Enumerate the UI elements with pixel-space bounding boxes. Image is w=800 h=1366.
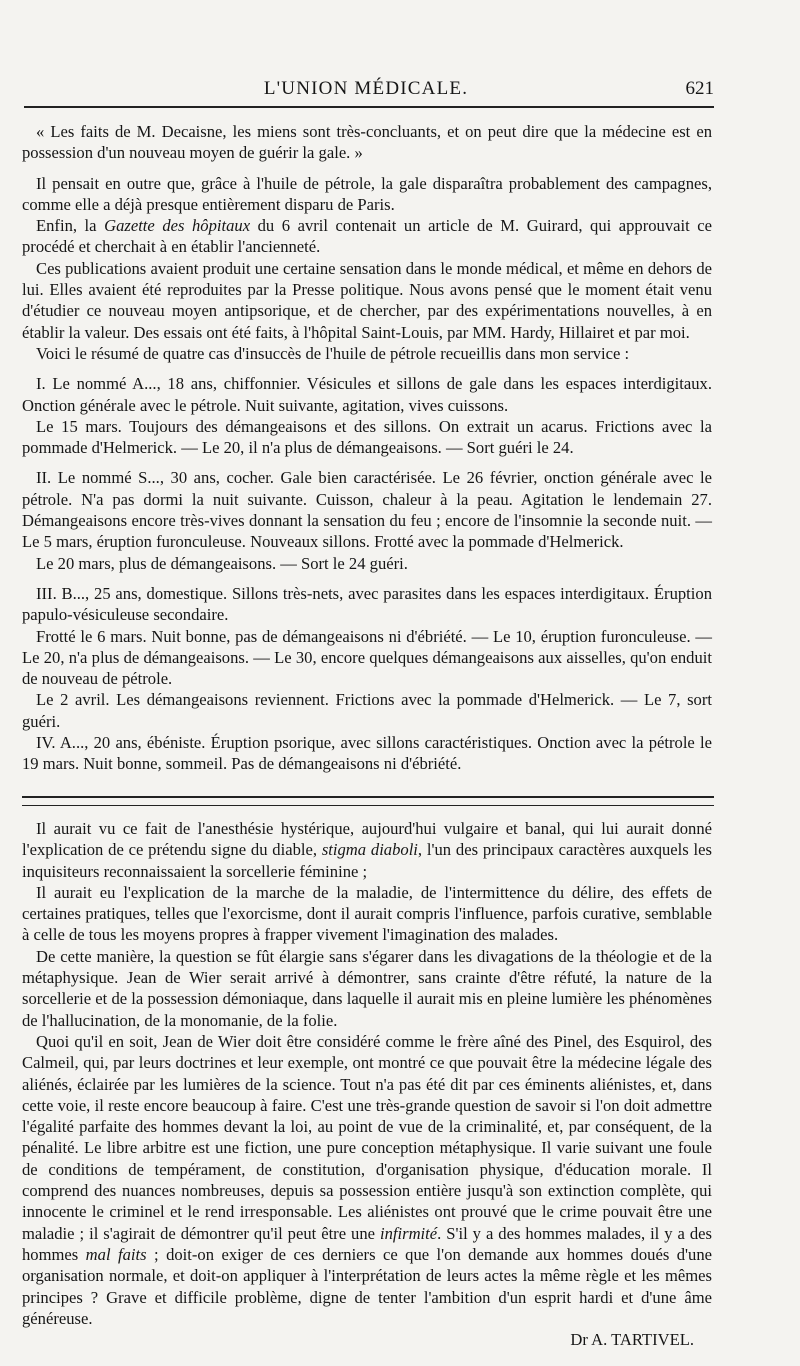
- header-rule: [24, 106, 714, 108]
- page-number: 621: [685, 78, 714, 99]
- paragraph: Ces publications avaient produit une certaine sensation dans le monde médical, et même en dehors de lui. Elles avaient été reproduites par la Presse politique. Nous avons pensé que le moment était venu d'étudier ce nouveau moyen antipsorique, et de chercher, par des expérimentations nouvelles, à en établir la valeur. Des essais ont été faits, à l'hôpital Saint-Louis, par MM. Hardy, Hillairet et par moi.: [22, 258, 712, 342]
- section-separator: [22, 796, 714, 806]
- journal-citation: Gazette des hôpitaux: [104, 216, 251, 236]
- author-signature: Dr A. TARTIVEL.: [570, 1330, 694, 1350]
- upper-section: [22, 121, 712, 775]
- case-paragraph: IV. A..., 20 ans, ébéniste. Éruption psorique, avec sillons caractéristiques. Onction avec la pétrole le 19 mars. Nuit bonne, sommeil. Pas de démangeaisons ni d'ébriété.: [22, 733, 712, 774]
- case-paragraph: II. Le nommé S..., 30 ans, cocher. Gale bien caractérisée. Le 26 février, onction générale avec le pétrole. N'a pas dormi la nuit suivante. Cuisson, chaleur à la peau. Agitation le lendemain 27. Démangeaisons encore très-vives donnant la sensation du feu ; encore de l'insomnie la seconde nuit. — Le 5 mars, éruption furonculeuse. Nouveaux sillons. Frotté avec la pommade d'Helmerick.: [22, 468, 712, 552]
- case-paragraph: Le 2 avril. Les démangeaisons reviennent. Frictions avec la pommade d'Helmerick. — Le 7, sort guéri.: [22, 690, 712, 731]
- signature-line: [22, 1329, 712, 1350]
- latin-term: stigma diaboli: [321, 840, 418, 860]
- emphasis: infirmité: [379, 1223, 438, 1243]
- paragraph: Voici le résumé de quatre cas d'insuccès de l'huile de pétrole recueillis dans mon service :: [36, 343, 630, 363]
- paragraph: Enfin, la Gazette des hôpitaux du 6 avril contenait un article de M. Guirard, qui approuvait ce procédé et cherchait à en établir l'ancienneté.: [22, 216, 713, 257]
- lower-section: [22, 818, 712, 1350]
- case-paragraph: I. Le nommé A..., 18 ans, chiffonnier. Vésicules et sillons de gale dans les espaces interdigitaux. Onction générale avec le pétrole. Nuit suivante, agitation, vives cuissons.: [22, 374, 712, 415]
- case-paragraph: Frotté le 6 mars. Nuit bonne, pas de démangeaisons ni d'ébriété. — Le 10, éruption furonculeuse. — Le 20, n'a plus de démangeaisons. — Le 30, encore quelques démangeaisons aux aisselles, qu'on enduit de nouveau de pétrole.: [22, 626, 712, 689]
- case-paragraph: Le 20 mars, plus de démangeaisons. — Sort le 24 guéri.: [36, 553, 408, 573]
- paragraph: Il aurait vu ce fait de l'anesthésie hystérique, aujourd'hui vulgaire et banal, qui lui aurait donné l'explication de ce prétendu signe du diable, stigma diaboli, l'un des principaux caractères auxquels les inquisiteurs reconnaissaient la sorcellerie féminine ;: [22, 819, 712, 881]
- emphasis: mal faits: [85, 1244, 147, 1264]
- paragraph: Quoi qu'il en soit, Jean de Wier doit être considéré comme le frère aîné des Pinel, des Esquirol, des Calmeil, qui, par leurs doctrines et leur exemple, ont montré ce que pouvait être la médecine légale des aliénés, éclairée par les lumières de la science. Tout n'a pas été dit par ces éminents aliénistes, et, dans cette voie, il reste encore beaucoup à faire. C'est une très-grande question de savoir si l'on doit admettre l'égalité parfaite des hommes devant la loi, au point de vue de la criminalité, et, par conséquent, de la pénalité. Le libre arbitre est une fiction, une pure conception métaphysique. Il varie suivant une foule de conditions de tempérament, de constitution, d'organisation physique, d'éducation morale. Il comprend des nuances nombreuses, depuis sa possession entière jusqu'à son extinction complète, qui innocente le criminel et le rend irresponsable. Les aliénistes ont prouvé que le crime pouvait être une maladie ; il s'agirait de démontrer qu'il peut être une infirmité. S'il y a des hommes malades, il y a des hommes mal faits ; doit-on exiger de ces derniers ce que l'on demande aux hommes doués d'une organisation normale, et doit-on appliquer à l'interprétation de leurs actes la même règle et les mêmes principes ? Grave et difficile problème, digne de tenter l'ambition d'un esprit hardi et d'une âme généreuse.: [22, 1031, 713, 1328]
- journal-title: L'UNION MÉDICALE.: [263, 78, 469, 99]
- paragraph: De cette manière, la question se fût élargie sans s'égarer dans les divagations de la théologie et de la métaphysique. Jean de Wier serait arrivé à démontrer, sans crainte d'être réfuté, la nature de la sorcellerie et de la possession démoniaque, dans laquelle il aurait mis en pleine lumière les phénomènes de l'hallucination, de la monomanie, de la folie.: [22, 946, 712, 1030]
- case-paragraph: III. B..., 25 ans, domestique. Sillons très-nets, avec parasites dans les espaces interdigitaux. Éruption papulo-vésiculeuse secondaire.: [22, 583, 712, 625]
- paragraph: Il aurait eu l'explication de la marche de la maladie, de l'intermittence du délire, des effets de certaines pratiques, telles que l'exorcisme, dont il aurait compris l'influence, parfois curative, semblable à celle de tous les moyens propres à frapper vivement l'imagination des malades.: [22, 882, 712, 945]
- paragraph: « Les faits de M. Decaisne, les miens sont très-concluants, et on peut dire que la médecine est en possession d'un nouveau moyen de guérir la gale. »: [22, 122, 712, 163]
- running-header: [24, 74, 714, 104]
- paragraph: Il pensait en outre que, grâce à l'huile de pétrole, la gale disparaîtra probablement des campagnes, comme elle a déjà presque entièrement disparu de Paris.: [22, 173, 712, 214]
- case-paragraph: Le 15 mars. Toujours des démangeaisons et des sillons. On extrait un acarus. Frictions avec la pommade d'Helmerick. — Le 20, il n'a plus de démangeaisons. — Sort guéri le 24.: [22, 416, 712, 458]
